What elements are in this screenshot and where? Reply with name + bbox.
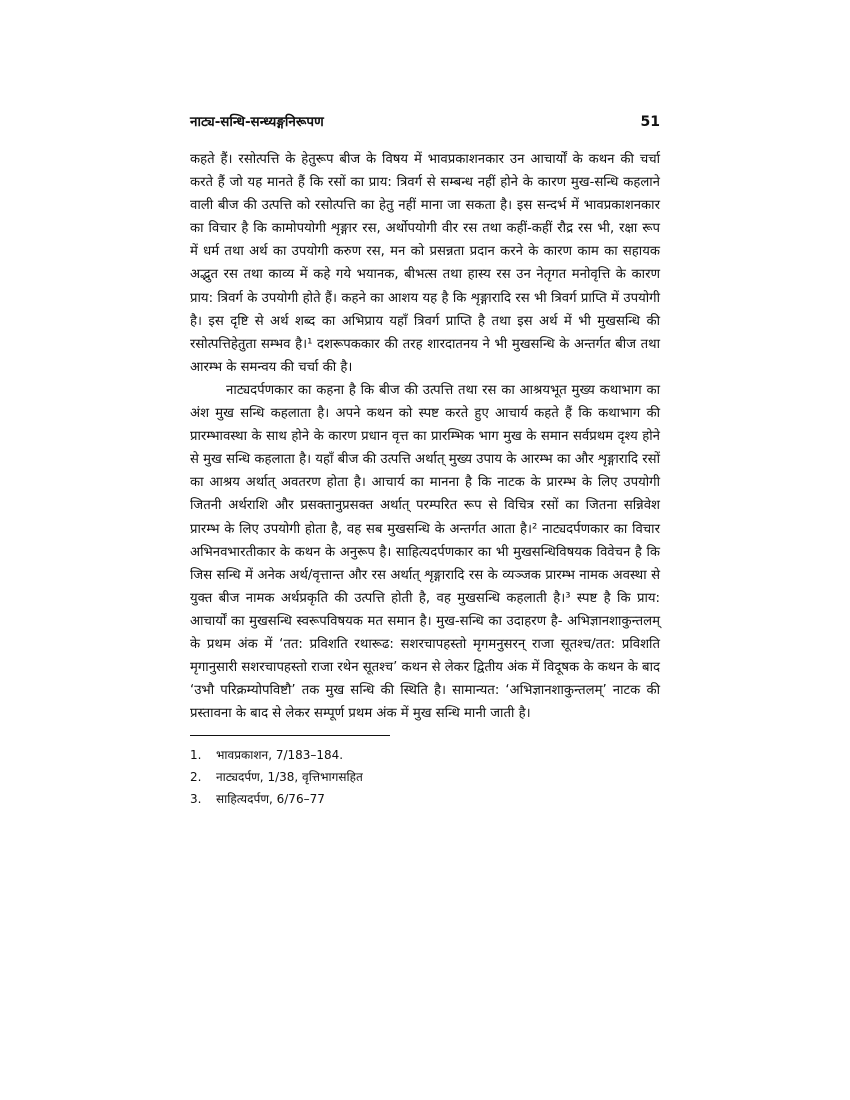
paragraph: कहते हैं। रसोत्पत्ति के हेतुरूप बीज के विषय में भावप्रकाशनकार उन आचार्यों के कथन की चर्चा करते हैं जो यह मानते हैं कि रसों का प्राय: त्रिवर्ग से सम्बन्ध नहीं होने के कारण मुख-सन्धि कहलाने वाली बीज की उत्पत्ति को रसोत्पत्ति का हेतु नहीं माना जा सकता है। इस सन्दर्भ में भावप्रकाशनकार का विचार है कि कामोपयोगी शृङ्गार रस, अर्थोपयोगी वीर रस तथा कहीं-कहीं रौद्र रस भी, रक्षा रूप में धर्म तथा अर्थ का उपयोगी करुण रस, मन को प्रसन्नता प्रदान करने के कारण काम का सहायक अद्भुत रस तथा काव्य में कहे गये भयानक, बीभत्स तथा हास्य रस उन नेतृगत मनोवृत्ति के कारण प्राय: त्रिवर्ग के उपयोगी होते हैं। कहने का आशय यह है कि शृङ्गारादि रस भी त्रिवर्ग प्राप्ति में उपयोगी है। इस दृष्टि से अर्थ शब्द का अभिप्राय यहाँ त्रिवर्ग प्राप्ति है तथा इस अर्थ में भी मुखसन्धि की रसोत्पत्तिहेतुता सम्भव है।¹ दशरूपककार की तरह शारदातनय ने भी मुखसन्धि के अन्तर्गत बीज तथा आरम्भ के समन्वय की चर्चा की है। [190,152,660,375]
footnote-number: 3. [190,792,202,807]
footnote-number: 2. [190,770,202,785]
footnote-item [190,766,660,788]
footnotes [190,744,660,810]
footnote-divider [190,735,390,736]
running-head [190,112,660,142]
footnote-item [190,744,660,766]
book-page [190,112,660,810]
footnote-text: साहित्यदर्पण, 6/76–77 [216,792,325,807]
body-text [190,148,660,725]
footnote-text: भावप्रकाशन, 7/183–184. [216,748,344,763]
page-number: 51 [640,114,660,130]
footnote-item [190,788,660,810]
paragraph: नाट्यदर्पणकार का कहना है कि बीज की उत्पत्ति तथा रस का आश्रयभूत मुख्य कथाभाग का अंश मुख सन्धि कहलाता है। अपने कथन को स्पष्ट करते हुए आचार्य कहते हैं कि कथाभाग की प्रारम्भावस्था के साथ होने के कारण प्रधान वृत्त का प्रारम्भिक भाग मुख के समान सर्वप्रथम दृश्य होने से मुख सन्धि कहलाता है। यहाँ बीज की उत्पत्ति अर्थात् मुख्य उपाय के आरम्भ का और शृङ्गारादि रसों का आश्रय अर्थात् अवतरण होता है। आचार्य का मानना है कि नाटक के प्रारम्भ के लिए उपयोगी जितनी अर्थराशि और प्रसक्तानुप्रसक्त अर्थात् परम्परित रूप से विचित्र रसों का जितना सन्निवेश प्रारम्भ के लिए उपयोगी होता है, वह सब मुखसन्धि के अन्तर्गत आता है।² नाट्यदर्पणकार का विचार अभिनवभारतीकार के कथन के अनुरूप है। साहित्यदर्पणकार का भी मुखसन्धिविषयक विवेचन है कि जिस सन्धि में अनेक अर्थ/वृत्तान्त और रस अर्थात् शृङ्गारादि रस के व्यञ्जक प्रारम्भ नामक अवस्था से युक्त बीज नामक अर्थप्रकृति की उत्पत्ति होती है, वह मुखसन्धि कहलाती है।³ स्पष्ट है कि प्राय: आचार्यों का मुखसन्धि स्वरूपविषयक मत समान है। मुख-सन्धि का उदाहरण है- अभिज्ञानशाकुन्तलम् के प्रथम अंक में ‘तत: प्रविशति रथारूढ: सशरचापहस्तो मृगमनुसरन् राजा सूतश्च/तत: प्रविशति मृगानुसारी सशरचापहस्तो राजा रथेन सूतश्च’ कथन से लेकर द्वितीय अंक में विदूषक के कथन के बाद ‘उभौ परिक्रम्योपविष्टौ’ तक मुख सन्धि की स्थिति है। सामान्यत: ‘अभिज्ञानशाकुन्तलम्’ नाटक की प्रस्तावना के बाद से लेकर सम्पूर्ण प्रथम अंक में मुख सन्धि मानी जाती है। [190,382,660,722]
footnote-number: 1. [190,748,202,763]
running-title: नाट्य-सन्धि-सन्ध्यङ्गनिरूपण [190,114,324,130]
footnote-text: नाट्यदर्पण, 1/38, वृत्तिभागसहित [216,770,363,785]
